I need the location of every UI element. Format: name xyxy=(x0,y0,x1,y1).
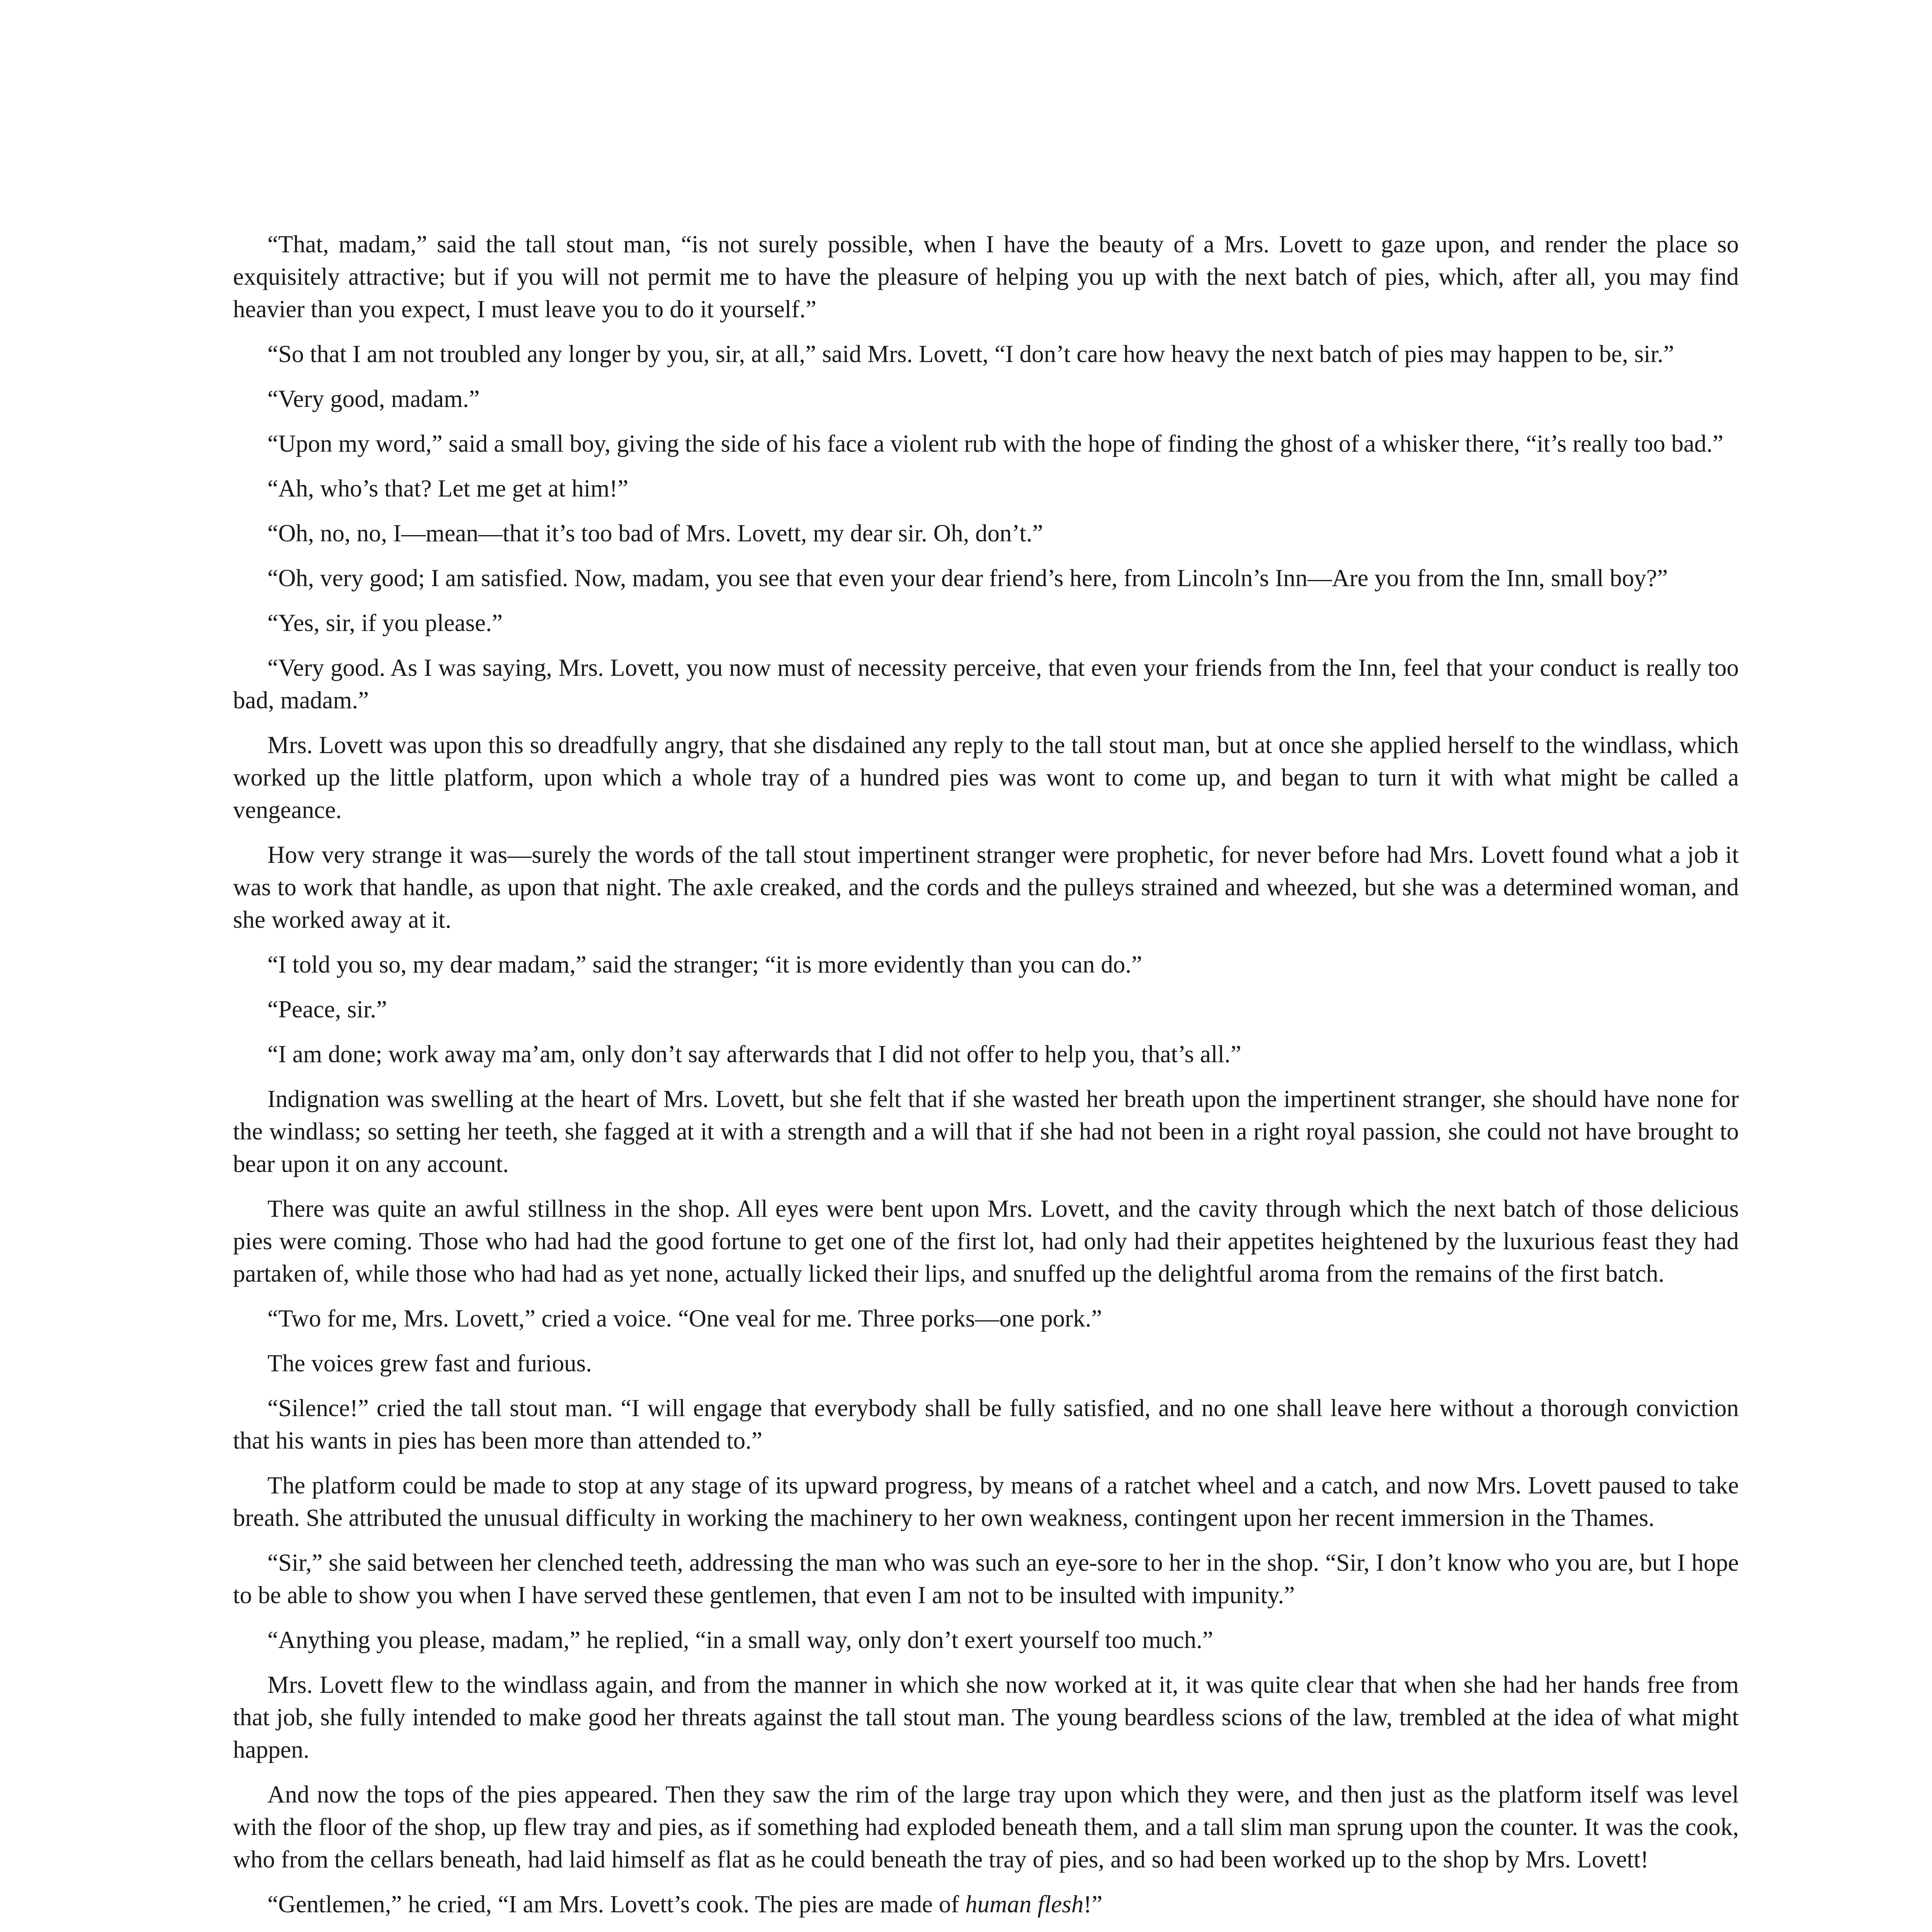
paragraph: Indignation was swelling at the heart of Mrs. Lovett, but she felt that if she wasted her breath upon the impertinent stranger, she should have none for the windlass; so setting her teeth, she fagged at it with a strength and a will that if she had not been in a right royal passion, she could not have brought to bear upon it on any account. xyxy=(233,1085,1739,1177)
emphasis-text: human flesh xyxy=(965,1891,1084,1918)
paragraph: “I am done; work away ma’am, only don’t say afterwards that I did not offer to help you, that’s all.” xyxy=(267,1041,1242,1068)
paragraph: How very strange it was—surely the words of the tall stout impertinent stranger were prophetic, for never before had Mrs. Lovett found what a job it was to work that handle, as upon that night. The axle creaked, and the cords and the pulleys strained and wheezed, but she was a determined woman, and she worked away at it. xyxy=(233,841,1739,933)
paragraph: Mrs. Lovett flew to the windlass again, and from the manner in which she now worked at it, it was quite clear that when she had her hands free from that job, she fully intended to make good her threats against the tall stout man. The young beardless scions of the law, trembled at the idea of what might happen. xyxy=(233,1671,1739,1763)
paragraph: “Silence!” cried the tall stout man. “I will engage that everybody shall be fully satisfied, and no one shall leave here without a thorough conviction that his wants in pies has been more than attended to.” xyxy=(233,1395,1739,1454)
paragraph: “That, madam,” said the tall stout man, “is not surely possible, when I have the beauty of a Mrs. Lovett to gaze upon, and render the place so exquisitely attractive; but if you will not permit me to have the pleasure of helping you up with the next batch of pies, which, after all, you may find heavier than you expect, I must leave you to do it yourself.” xyxy=(233,231,1739,323)
paragraph: “Anything you please, madam,” he replied, “in a small way, only don’t exert yourself too much.” xyxy=(267,1626,1213,1653)
paragraph: “Very good, madam.” xyxy=(267,385,480,412)
paragraph: “Sir,” she said between her clenched teeth, addressing the man who was such an eye-sore to her in the shop. “Sir, I don’t know who you are, but I hope to be able to show you when I have served these gentlemen, that even I am not to be insulted with impunity.” xyxy=(233,1549,1739,1609)
paragraph: “Oh, very good; I am satisfied. Now, madam, you see that even your dear friend’s here, from Lincoln’s Inn—Are you from the Inn, small boy?” xyxy=(267,565,1668,592)
paragraph: There was quite an awful stillness in the shop. All eyes were bent upon Mrs. Lovett, and the cavity through which the next batch of those delicious pies were coming. Those who had had the good fortune to get one of the first lot, had only had their appetites heightened by the luxurious feast they had partaken of, while those who had had as yet none, actually licked their lips, and snuffed up the delightful aroma from the remains of the first batch. xyxy=(233,1195,1739,1287)
cook-declaration xyxy=(233,1888,1739,1920)
paragraph: “Upon my word,” said a small boy, giving the side of his face a violent rub with the hope of finding the ghost of a whisker there, “it’s really too bad.” xyxy=(267,430,1724,457)
cook-line-end: !” xyxy=(1083,1891,1103,1918)
paragraph: “Two for me, Mrs. Lovett,” cried a voice. “One veal for me. Three porks—one pork.” xyxy=(267,1305,1102,1332)
text-block-before xyxy=(233,228,1739,1920)
paragraph: “Ah, who’s that? Let me get at him!” xyxy=(267,475,629,502)
paragraph: The platform could be made to stop at any stage of its upward progress, by means of a ratchet wheel and a catch, and now Mrs. Lovett paused to take breath. She attributed the unusual difficulty in working the machinery to her own weakness, contingent upon her recent immersion in the Thames. xyxy=(233,1472,1739,1531)
paragraph: “I told you so, my dear madam,” said the stranger; “it is more evidently than you can do.” xyxy=(267,951,1142,978)
book-page xyxy=(233,228,1739,1932)
paragraph: And now the tops of the pies appeared. Then they saw the rim of the large tray upon which they were, and then just as the platform itself was level with the floor of the shop, up flew tray and pies, as if something had exploded beneath them, and a tall slim man sprung upon the counter. It was the cook, who from the cellars beneath, had laid himself as flat as he could beneath the tray of pies, and so had been worked up to the shop by Mrs. Lovett! xyxy=(233,1781,1739,1873)
paragraph: “So that I am not troubled any longer by you, sir, at all,” said Mrs. Lovett, “I don’t care how heavy the next batch of pies may happen to be, sir.” xyxy=(267,340,1674,367)
paragraph: “Peace, sir.” xyxy=(267,996,387,1023)
paragraph: “Yes, sir, if you please.” xyxy=(267,609,503,636)
paragraph: Mrs. Lovett was upon this so dreadfully angry, that she disdained any reply to the tall stout man, but at once she applied herself to the windlass, which worked up the little platform, upon which a whole tray of a hundred pies was wont to come up, and began to turn it with what might be called a vengeance. xyxy=(233,731,1739,823)
paragraph: The voices grew fast and furious. xyxy=(267,1350,592,1377)
paragraph: “Very good. As I was saying, Mrs. Lovett, you now must of necessity perceive, that even your friends from the Inn, feel that your conduct is really too bad, madam.” xyxy=(233,654,1739,714)
cook-line-start: “Gentlemen,” he cried, “I am Mrs. Lovett’s cook. The pies are made of xyxy=(267,1891,965,1918)
paragraph: “Oh, no, no, I—mean—that it’s too bad of Mrs. Lovett, my dear sir. Oh, don’t.” xyxy=(267,520,1043,547)
